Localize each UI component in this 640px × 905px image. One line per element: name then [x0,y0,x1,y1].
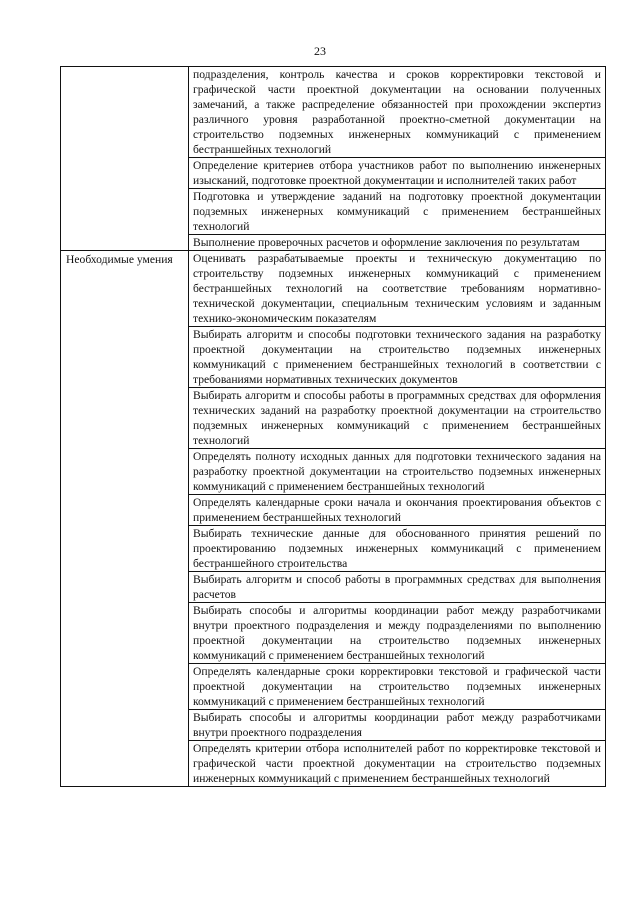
skill-cell: Выбирать способы и алгоритмы координации работ между разработчиками внутри проектного подразделения [189,710,606,741]
table-row [61,251,606,327]
page-number: 23 [314,44,326,58]
work-action-cell: Выполнение проверочных расчетов и оформление заключения по результатам [189,235,606,251]
empty-label-cell [61,67,189,251]
skills-label-cell: Необходимые умения [61,251,189,787]
skill-cell: Выбирать способы и алгоритмы координации работ между разработчиками внутри проектного подразделения и между подразделениями по выполнению проектной документации на строительство подземных инженерных коммуникаций с применением бестраншейных технологий [189,603,606,664]
work-action-cell: подразделения, контроль качества и сроков корректировки текстовой и графической части проектной документации на основании полученных замечаний, а также распределение обязанностей при прохождении экспертиз различного уровня разработанной проектно-сметной документации на строительство подземных инженерных коммуникаций с применением бестраншейных технологий [189,67,606,158]
work-action-cell: Определение критериев отбора участников работ по выполнению инженерных изысканий, подготовке проектной документации и исполнителей таких работ [189,158,606,189]
skill-cell: Выбирать технические данные для обоснованного принятия решений по проектированию подземных инженерных коммуникаций с применением бестраншейного строительства [189,526,606,572]
skill-cell: Оценивать разрабатываемые проекты и техническую документацию по строительству подземных инженерных коммуникаций с применением бестраншейных технологий на соответствие требованиям нормативно-технической документации, специальным техническим условиям и заданным технико-экономическим показателям [189,251,606,327]
work-action-cell: Подготовка и утверждение заданий на подготовку проектной документации подземных инженерных коммуникаций с применением бестраншейных технологий [189,189,606,235]
skill-cell: Определять полноту исходных данных для подготовки технического задания на разработку проектной документации на строительство подземных инженерных коммуникаций с применением бестраншейных технологий [189,449,606,495]
skill-cell: Выбирать алгоритм и способы работы в программных средствах для оформления технических заданий на разработку проектной документации на строительство подземных инженерных коммуникаций с применением бестраншейных технологий [189,388,606,449]
skill-cell: Определять критерии отбора исполнителей работ по корректировке текстовой и графической части проектной документации на строительство подземных инженерных коммуникаций с применением бестраншейных технологий [189,741,606,787]
standard-table [60,66,606,787]
table-row [61,67,606,158]
skill-cell: Выбирать алгоритм и способы подготовки технического задания на разработку проектной документации на строительство подземных инженерных коммуникаций с применением бестраншейных технологий в соответствии с требованиями нормативных технических документов [189,327,606,388]
skill-cell: Определять календарные сроки корректировки текстовой и графической части проектной документации на строительство подземных инженерных коммуникаций с применением бестраншейных технологий [189,664,606,710]
skill-cell: Выбирать алгоритм и способ работы в программных средствах для выполнения расчетов [189,572,606,603]
skill-cell: Определять календарные сроки начала и окончания проектирования объектов с применением бестраншейных технологий [189,495,606,526]
